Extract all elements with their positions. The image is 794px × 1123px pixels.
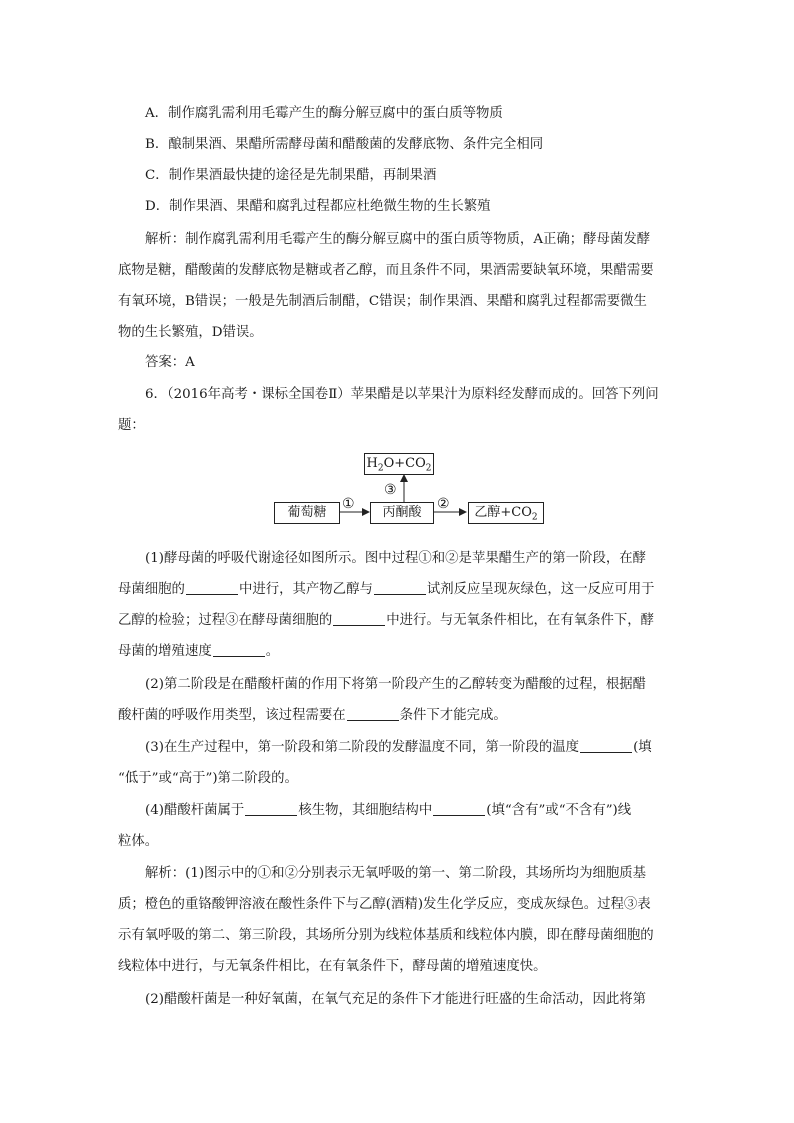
ethanol-co2-box: 乙醇$+CO_2$ — [468, 502, 544, 524]
option-d: D．制作果酒、果醋和腐乳过程都应杜绝微生物的生长繁殖 — [145, 199, 491, 214]
sub4-line: (4)醋酸杆菌属于 核生物，其细胞结构中 (填“含有”或“不含有”)线 — [145, 803, 632, 818]
option-c: C．制作果酒最快捷的途径是先制果醋，再制果酒 — [145, 168, 437, 183]
question-6-title: 6．（2016年高考・课标全国卷Ⅱ）苹果醋是以苹果汁为原料经发酵而成的。回答下列问 — [145, 387, 659, 402]
answer-blank[interactable] — [245, 803, 297, 816]
water-co2-box: $H_2O+CO_2$ — [364, 453, 434, 475]
pyruvate-box: 丙酮酸 — [370, 502, 434, 524]
answer-blank[interactable] — [213, 644, 265, 657]
sub1-line: 乙醇的检验；过程③在酵母菌细胞的 中进行。与无氧条件相比，在有氧条件下，酵 — [118, 613, 655, 628]
process-3-label: ③ — [384, 482, 397, 498]
process-1-label: ① — [342, 496, 355, 512]
analysis-line: 质；橙色的重铬酸钾溶液在酸性条件下与乙醇(酒精)发生化学反应，变成灰绿色。过程③表 — [118, 897, 651, 912]
analysis-line: 示有氧呼吸的第二、第三阶段，其场所分别为线粒体基质和线粒体内膜，即在酵母菌细胞的 — [118, 928, 654, 943]
respiration-pathway-diagram — [270, 450, 560, 530]
sub3-line: “低于”或“高于”)第二阶段的。 — [118, 771, 298, 786]
option-b: B．酿制果酒、果醋所需酵母菌和醋酸菌的发酵底物、条件完全相同 — [145, 137, 544, 152]
sub1-line: (1)酵母菌的呼吸代谢途径如图所示。图中过程①和②是苹果醋生产的第一阶段，在酵 — [145, 551, 647, 566]
sub2-line: 酸杆菌的呼吸作用类型，该过程需要在 条件下才能完成。 — [118, 708, 507, 723]
analysis-line: 物的生长繁殖，D错误。 — [118, 325, 263, 340]
analysis-line: 有氧环境，B错误；一般是先制酒后制醋，C错误；制作果酒、果醋和腐乳过程都需要微生 — [118, 294, 647, 309]
answer-blank[interactable] — [374, 582, 426, 595]
analysis-line: 底物是糖，醋酸菌的发酵底物是糖或者乙醇，而且条件不同，果酒需要缺氧环境，果醋需要 — [118, 263, 654, 278]
answer-blank[interactable] — [333, 613, 385, 626]
sub4-line: 粒体。 — [118, 834, 159, 849]
sub2-line: (2)第二阶段是在醋酸杆菌的作用下将第一阶段产生的乙醇转变为醋酸的过程，根据醋 — [145, 677, 647, 692]
sub1-line: 母菌的增殖速度 。 — [118, 644, 280, 659]
analysis-line: 解析：(1)图示中的①和②分别表示无氧呼吸的第一、第二阶段，其场所均为细胞质基 — [145, 866, 647, 881]
sub1-line: 母菌细胞的 中进行，其产物乙醇与 试剂反应呈现灰绿色，这一反应可用于 — [118, 582, 655, 597]
analysis-line: 线粒体中进行，与无氧条件相比，在有氧条件下，酵母菌的增殖速度快。 — [118, 959, 547, 974]
answer-blank[interactable] — [433, 803, 485, 816]
analysis-line: 解析：制作腐乳需利用毛霉产生的酶分解豆腐中的蛋白质等物质，A正确；酵母菌发酵 — [145, 232, 651, 247]
sub3-line: (3)在生产过程中，第一阶段和第二阶段的发酵温度不同，第一阶段的温度 (填 — [145, 740, 652, 755]
question-6-title-cont: 题： — [118, 418, 145, 433]
option-a: A．制作腐乳需利用毛霉产生的酶分解豆腐中的蛋白质等物质 — [145, 106, 503, 121]
process-2-label: ② — [437, 496, 450, 512]
answer-line: 答案：A — [145, 355, 195, 370]
glucose-box: 葡萄糖 — [274, 502, 340, 524]
answer-blank[interactable] — [186, 582, 238, 595]
analysis-line: (2)醋酸杆菌是一种好氧菌，在氧气充足的条件下才能进行旺盛的生命活动，因此将第 — [145, 992, 647, 1007]
answer-blank[interactable] — [580, 740, 632, 753]
answer-blank[interactable] — [347, 708, 399, 721]
